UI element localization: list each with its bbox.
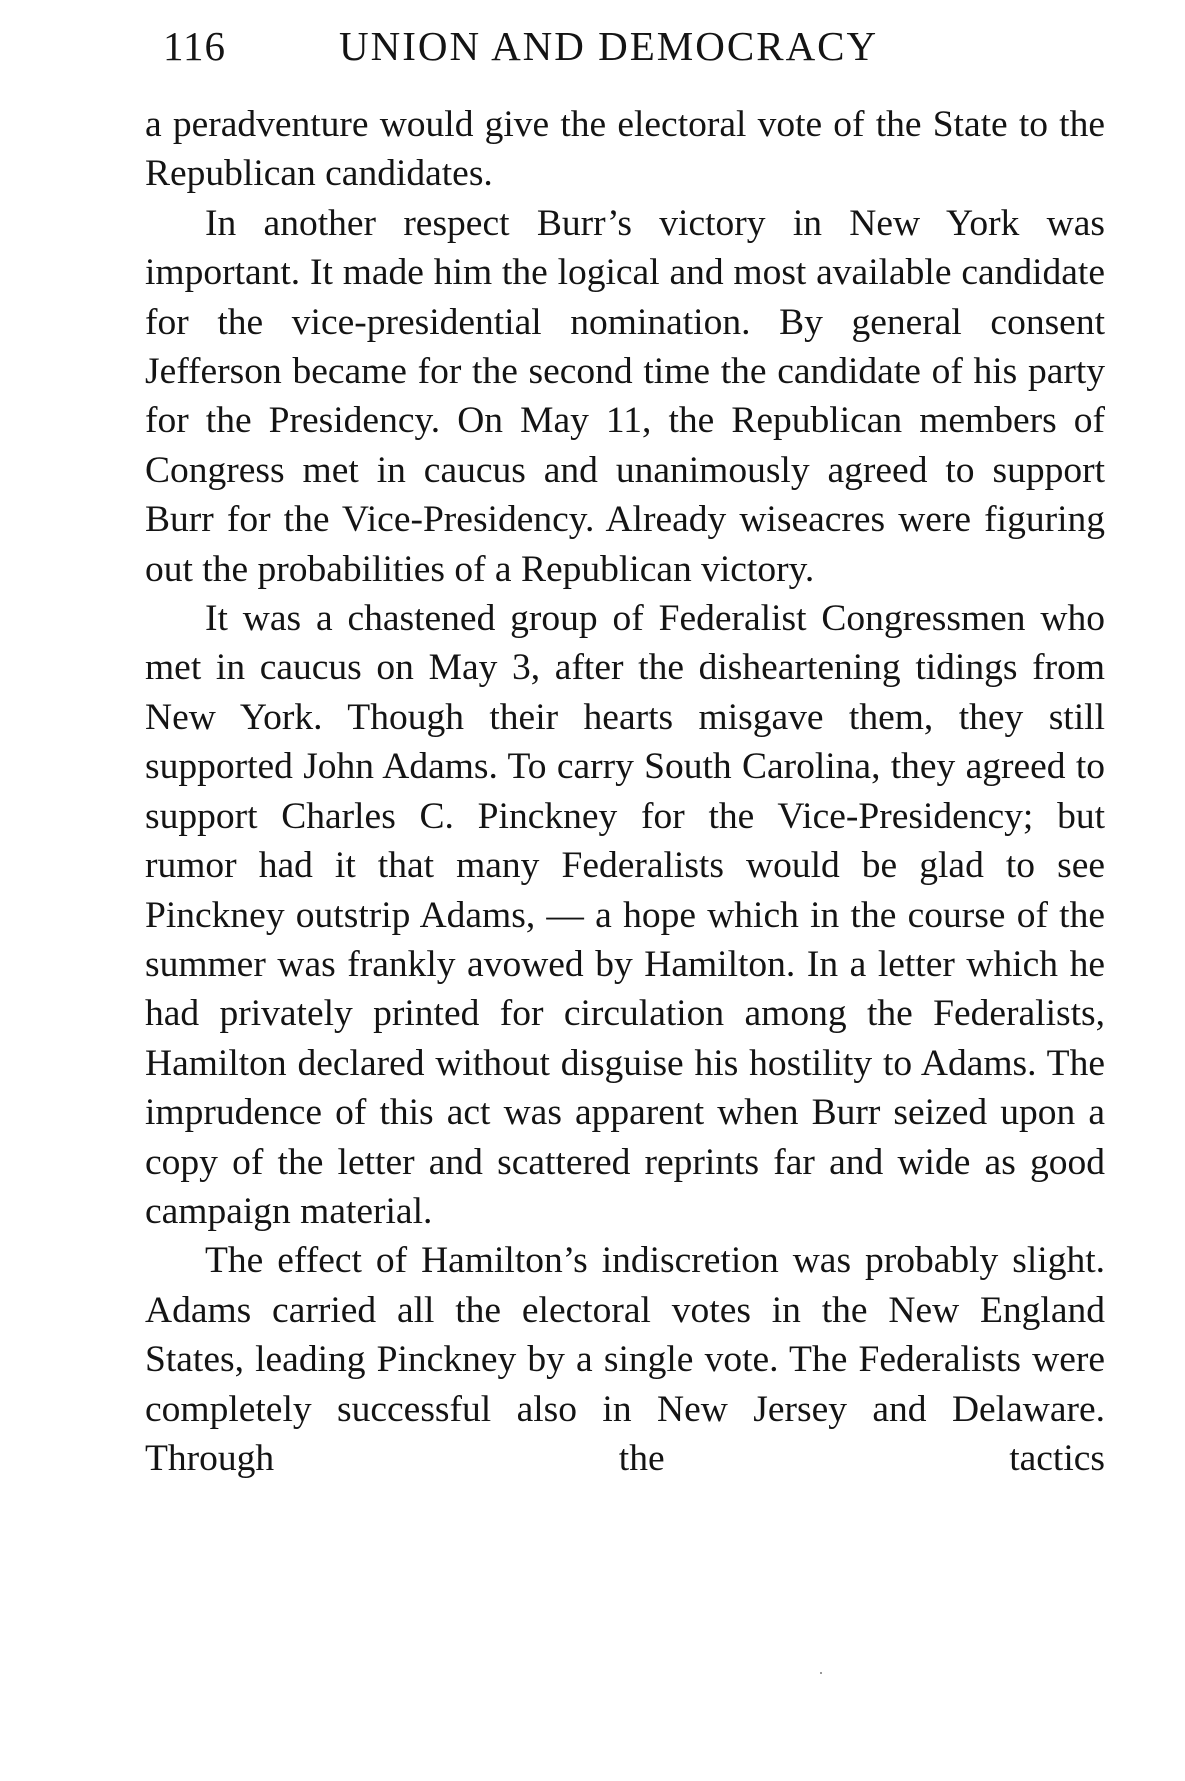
paragraph-hamilton-indiscretion: The effect of Hamilton’s indiscretion was probably slight. Adams carried all the electoral votes in the New England States, leading Pinckney by a single vote. The Federalists were completely successful also in New Jersey and Delaware. Through the tactics bbox=[145, 1240, 1105, 1479]
body-text bbox=[145, 100, 1105, 1483]
paragraph-burr-victory: In another respect Burr’s victory in New York was important. It made him the logical and most available candidate for the vice-presidential nomination. By general consent Jefferson became for the second time the candidate of his party for the Presidency. On May 11, the Republican members of Congress met in caucus and unanimously agreed to support Burr for the Vice-Presidency. Already wiseacres were figuring out the probabilities of a Republican victory. bbox=[145, 202, 1105, 590]
page-number: 116 bbox=[163, 23, 226, 69]
running-head bbox=[160, 22, 1080, 82]
print-speck bbox=[820, 1672, 822, 1674]
paragraph-federalist-caucus: It was a chastened group of Federalist Congressmen who met in caucus on May 3, after the disheartening tidings from New York. Though their hearts misgave them, they still supported John Adams. To carry South Carolina, they agreed to support Charles C. Pinckney for the Vice-Presidency; but rumor had it that many Federalists would be glad to see Pinckney outstrip Adams, — a hope which in the course of the summer was frankly avowed by Hamilton. In a letter which he had privately printed for circulation among the Federalists, Hamilton declared without disguise his hostility to Adams. The imprudence of this act was apparent when Burr seized upon a copy of the letter and scattered reprints far and wide as good campaign material. bbox=[145, 598, 1105, 1232]
running-title: UNION AND DEMOCRACY bbox=[339, 23, 879, 69]
paragraph-continuation: a peradventure would give the electoral vote of the State to the Republican candidates. bbox=[145, 104, 1105, 195]
